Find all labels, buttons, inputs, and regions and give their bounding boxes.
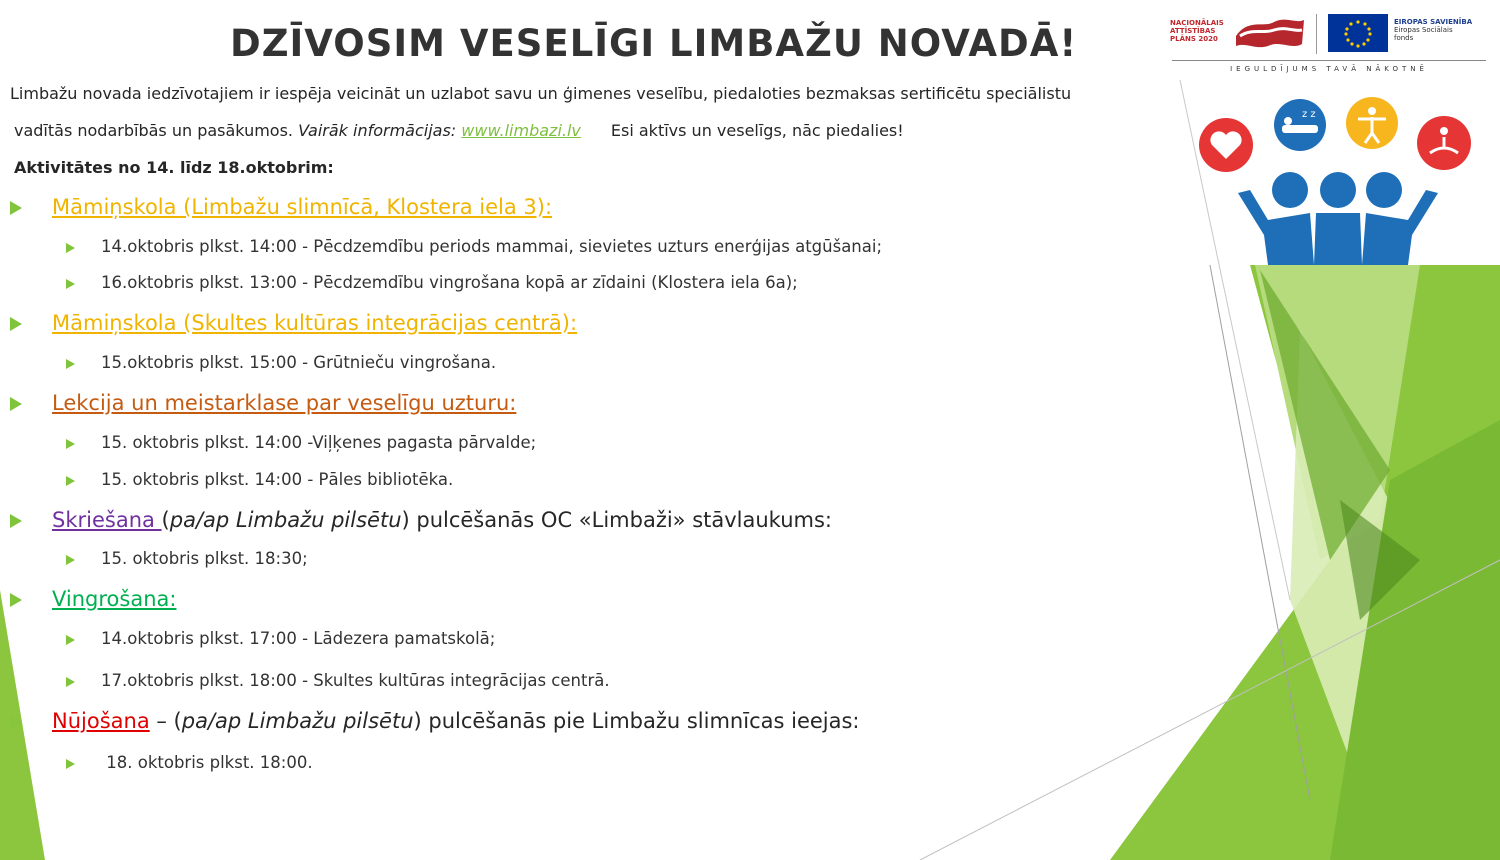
bullet-icon — [66, 476, 75, 486]
list-item: 14.oktobris plkst. 17:00 - Lādezera pamatskolā; — [66, 629, 495, 648]
activities-heading: Aktivitātes no 14. līdz 18.oktobrim: — [14, 158, 334, 177]
nap-logo-text: NACIONĀLAIS ATTĪSTĪBAS PLĀNS 2020 — [1170, 19, 1224, 43]
group-people-icon — [1238, 172, 1438, 265]
bullet-icon — [10, 397, 22, 411]
svg-text:z z: z z — [1302, 109, 1316, 120]
bullet-icon — [66, 759, 75, 769]
section-heading[interactable]: Lekcija un meistarklase par veselīgu uzturu: — [52, 391, 517, 415]
funding-logos: NACIONĀLAIS ATTĪSTĪBAS PLĀNS 2020 EIROPAS SAVIENĪBA Eiropas Sociālais fonds IEGULDĪJUMS TAVĀ NĀKOTNĒ — [1168, 10, 1490, 80]
bullet-icon — [66, 677, 75, 687]
bullet-icon — [10, 514, 22, 528]
limbazi-link[interactable]: www.limbazi.lv — [461, 121, 581, 140]
bullet-icon — [66, 635, 75, 645]
bullet-icon — [66, 243, 75, 253]
section-skriesana: Skriešana (pa/ap Limbažu pilsētu) pulcēšanās OC «Limbaži» stāvlaukums: — [10, 508, 832, 532]
list-item: 18. oktobris plkst. 18:00. — [66, 753, 313, 772]
section-vingrosana — [10, 587, 176, 611]
section-heading[interactable]: Skriešana — [52, 508, 162, 532]
bullet-icon — [10, 593, 22, 607]
section-heading[interactable]: Māmiņskola (Skultes kultūras integrācijas centrā): — [52, 311, 578, 335]
yoga-icon — [1417, 116, 1471, 170]
list-item: 14.oktobris plkst. 14:00 - Pēcdzemdību periods mammai, sievietes uzturs enerģijas atgūšanai; — [66, 237, 882, 256]
bullet-icon — [10, 201, 22, 215]
bullet-icon — [10, 317, 22, 331]
intro-line-2: vadītās nodarbībās un pasākumos. Vairāk informācijas: www.limbazi.lv Esi aktīvs un veselīgs, nāc piedalies! — [14, 121, 904, 140]
section-heading[interactable]: Māmiņskola (Limbažu slimnīcā, Klostera iela 3): — [52, 195, 553, 219]
list-item: 17.oktobris plkst. 18:00 - Skultes kultūras integrācijas centrā. — [66, 671, 610, 690]
section-lekcija — [10, 391, 516, 415]
bullet-icon — [66, 279, 75, 289]
page-title: DZĪVOSIM VESELĪGI LIMBAŽU NOVADĀ! — [230, 22, 1078, 65]
bullet-icon — [66, 439, 75, 449]
list-item: 15. oktobris plkst. 14:00 - Pāles bibliotēka. — [66, 470, 453, 489]
section-nujosana: Nūjošana – (pa/ap Limbažu pilsētu) pulcēšanās pie Limbažu slimnīcas ieejas: — [10, 709, 860, 733]
bullet-icon — [66, 359, 75, 369]
heart-icon — [1199, 118, 1253, 172]
list-item: 15.oktobris plkst. 15:00 - Grūtnieču vingrošana. — [66, 353, 496, 372]
logo-tagline: IEGULDĪJUMS TAVĀ NĀKOTNĒ — [1230, 65, 1428, 73]
bullet-icon — [66, 555, 75, 565]
list-item: 15. oktobris plkst. 18:30; — [66, 549, 308, 568]
list-item: 16.oktobris plkst. 13:00 - Pēcdzemdību vingrošana kopā ar zīdaini (Klostera iela 6a); — [66, 273, 798, 292]
person-icon — [1346, 97, 1398, 149]
section-mamiņskola-slimnica — [10, 195, 552, 219]
eu-title: EIROPAS SAVIENĪBA — [1394, 18, 1473, 26]
sleep-icon — [1274, 99, 1326, 151]
latvia-ribbon-icon — [1234, 14, 1306, 50]
section-mamiņskola-skulte — [10, 311, 577, 335]
health-icons — [1190, 95, 1490, 270]
bullet-icon — [10, 715, 22, 729]
section-heading[interactable]: Nūjošana — [52, 709, 150, 733]
intro-line-1: Limbažu novada iedzīvotajiem ir iespēja veicināt un uzlabot savu un ģimenes veselību, piedaloties bezmaksas sertificētu speciālistu — [10, 84, 1072, 103]
list-item: 15. oktobris plkst. 14:00 -Viļķenes pagasta pārvalde; — [66, 433, 536, 452]
section-heading[interactable]: Vingrošana: — [52, 587, 177, 611]
eu-flag-icon — [1328, 14, 1388, 52]
